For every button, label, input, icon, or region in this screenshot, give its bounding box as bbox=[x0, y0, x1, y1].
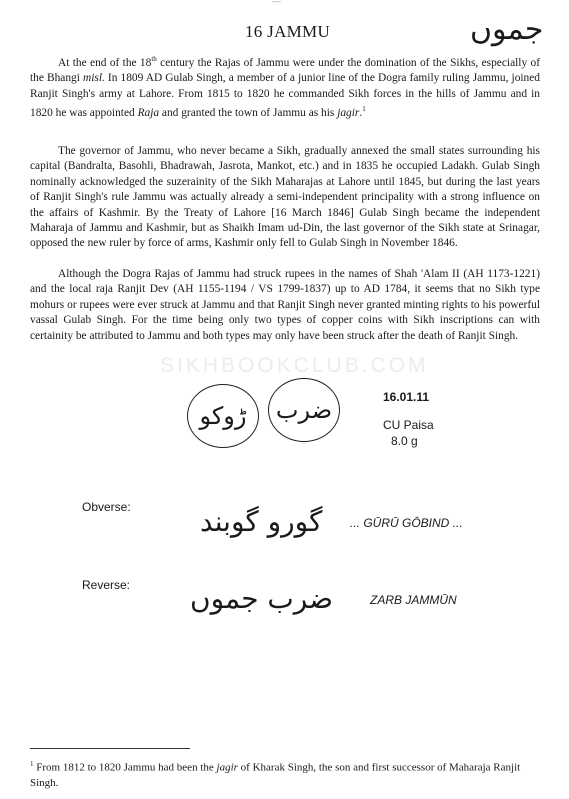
text-run: From 1812 to 1820 Jammu had been the bbox=[33, 761, 217, 774]
coin-reverse-image bbox=[268, 378, 340, 442]
paragraph-1 bbox=[30, 52, 540, 121]
coin-reverse-glyph: ضرب bbox=[275, 396, 333, 424]
paragraph-3 bbox=[30, 267, 540, 344]
text-run: At the end of the 18 bbox=[58, 56, 152, 69]
coin-weight: 8.0 g bbox=[391, 434, 418, 448]
obverse-transliteration: ... GŪRŪ GŌBIND ... bbox=[350, 516, 463, 530]
reverse-urdu-legend: ضرب جموں bbox=[190, 582, 334, 615]
reverse-transliteration: ZARB JAMMŪN bbox=[370, 593, 457, 607]
page-number: --- bbox=[272, 0, 281, 6]
text-run: jagir bbox=[337, 106, 360, 119]
section-heading: 16 JAMMU bbox=[245, 22, 331, 41]
text-run: Raja bbox=[137, 106, 160, 119]
footnote-divider bbox=[30, 748, 190, 749]
paragraph-2 bbox=[30, 144, 540, 252]
obverse-urdu-legend: گورو گوبند bbox=[200, 505, 323, 538]
text-run: In 1809 AD Gulab Singh, a member of a junior line of the Dogra family ruling Jammu, joined Ranjit Singh's army at Lahore. From 1815 to 1820 he commanded Sikh forces in the hills of Jammu and in 1820 he was appointed bbox=[30, 72, 540, 119]
coin-obverse-image bbox=[187, 384, 259, 448]
coin-metal-denomination: CU Paisa bbox=[383, 418, 434, 432]
text-run: . bbox=[359, 106, 363, 119]
watermark: SIKHBOOKCLUB.COM bbox=[160, 354, 429, 377]
coin-obverse-glyph: ڑوکو bbox=[199, 402, 247, 430]
text-run: and granted the town of Jammu as his bbox=[159, 106, 338, 119]
obverse-label: Obverse: bbox=[82, 500, 131, 514]
text-run: of Kharak Singh, the son and first successor of Maharaja Ranjit Singh. bbox=[30, 761, 521, 789]
text-run: th bbox=[151, 55, 157, 63]
urdu-title: جموں bbox=[470, 12, 544, 47]
footnote bbox=[30, 757, 540, 791]
text-run: jagir bbox=[216, 761, 238, 774]
text-run: The governor of Jammu, who never became a Sikh, gradually annexed the small states surrounding his capital (Bandralta, Basohli, Bhadrawah, Jasrota, Mankot, etc.) and in 1835 he occupied Ladakh. Gulab Singh nominally acknowledged the suzerainity of the Sikh Maharajas at Lahore until 1845, but during the last years of Ranjit Singh's rule Jammu was actually already a semi-independent principality with a strong influence on the affairs of Kashmir. By the Treaty of Lahore [16 March 1846] Gulab Singh became the independent Maharaja of Jammu and Kashmir, but as Shaikh Imam ud-Din, the last governor of the Sikh state at Srinagar, opposed the new ruler by force of arms, Kashmir only fell to Gulab Singh in November 1846. bbox=[30, 145, 540, 250]
text-run: misl. bbox=[83, 72, 105, 85]
text-run: 1 bbox=[362, 105, 366, 114]
text-run: 1 bbox=[30, 760, 34, 768]
text-run: Although the Dogra Rajas of Jammu had struck rupees in the names of Shah 'Alam II (AH 1173-1221) and the local raja Ranjit Dev (AH 1155-1194 / VS 1799-1837) up to AD 1784, it seems that no Sikh type mohurs or rupees were ever struck at Jammu and that Ranjit Singh never granted minting rights to his powerful vassal Gulab Singh. For the time being only two types of copper coins with Sikh inscriptions can with certainity be attributed to Jammu and both types may only have been struck after the death of Ranjit Singh. bbox=[30, 268, 540, 342]
catalog-number: 16.01.11 bbox=[383, 390, 430, 404]
reverse-label: Reverse: bbox=[82, 578, 131, 592]
text-run: century the Rajas of Jammu were under the domination of the Sikhs, especially of the Bhangi bbox=[30, 56, 540, 85]
